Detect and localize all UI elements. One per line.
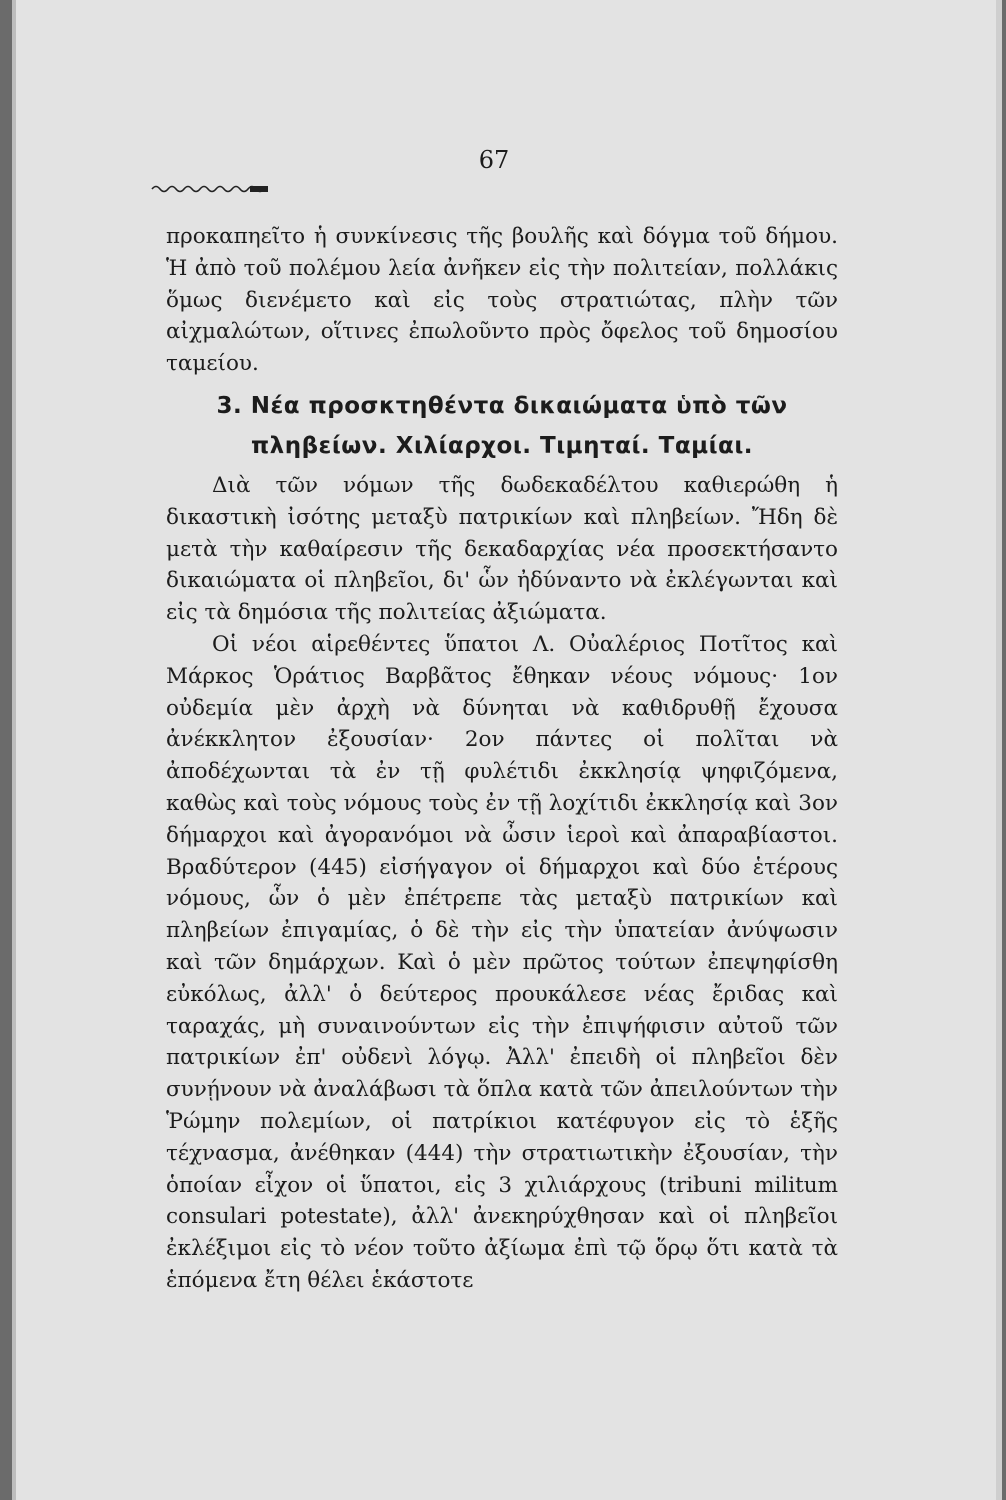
page-number: 67 — [478, 146, 510, 174]
paragraph-3: Οἱ νέοι αἱρεθέντες ὕπατοι Λ. Οὐαλέριος Ποτῖτος καὶ Μάρκος Ὁράτιος Βαρβᾶτος ἔθηκαν νέους νόμους· 1ον οὐδεμία μὲν ἀρχὴ νὰ δύνηται νὰ καθιδρυθῇ ἔχουσα ἀνέκκλητον ἐξουσίαν· 2ον πάντες οἱ πολῖται νὰ ἀποδέχωνται τὰ ἐν τῇ φυλέτιδι ἐκκλησίᾳ ψηφιζόμενα, καθὼς καὶ τοὺς νόμους τοὺς ἐν τῇ λοχίτιδι ἐκκλησίᾳ καὶ 3ον δήμαρχοι καὶ ἀγορανόμοι νὰ ὦσιν ἱεροὶ καὶ ἀπαραβίαστοι. Βραδύτερον (445) εἰσήγαγον οἱ δήμαρχοι καὶ δύο ἑτέρους νόμους, ὧν ὁ μὲν ἐπέτρεπε τὰς μεταξὺ πατρικίων καὶ πληβείων ἐπιγαμίας, ὁ δὲ τὴν εἰς τὴν ὑπατείαν ἀνύψωσιν καὶ τῶν δημάρχων. Καὶ ὁ μὲν πρῶτος τούτων ἐπεψηφίσθη εὐκόλως, ἀλλ' ὁ δεύτερος προυκάλεσε νέας ἔριδας καὶ ταραχάς, μὴ συναινούντων εἰς τὴν ἐπιψήφισιν αὐτοῦ τῶν πατρικίων ἐπ' οὐδενὶ λόγῳ. Ἀλλ' ἐπειδὴ οἱ πληβεῖοι δὲν συνῄνουν νὰ ἀναλάβωσι τὰ ὅπλα κατὰ τῶν ἀπειλούντων τὴν Ῥώμην πολεμίων, οἱ πατρίκιοι κατέφυγον εἰς τὸ ἑξῆς τέχνασμα, ἀνέθηκαν (444) τὴν στρατιωτικὴν ἐξουσίαν, τὴν ὁποίαν εἶχον οἱ ὕπατοι, εἰς 3 χιλιάρχους (tribuni militum consulari potestate), ἀλλ' ἀνεκηρύχθησαν καὶ οἱ πληβεῖοι ἐκλέξιμοι εἰς τὸ νέον τοῦτο ἀξίωμα ἐπὶ τῷ ὅρῳ ὅτι κατὰ τὰ ἑπόμενα ἔτη θέλει ἑκάστοτε — [166, 631, 838, 1293]
section-title: Νέα προσκτηθέντα δικαιώματα ὑπὸ τῶν πληβείων. Χιλίαρχοι. Τιμηταί. Ταμίαι. — [250, 392, 788, 459]
paragraph-1: προκαπηεῖτο ἡ συνκίνεσις τῆς βουλῆς καὶ δόγμα τοῦ δήμου. Ἡ ἀπὸ τοῦ πολέμου λεία ἀνῆκεν εἰς τὴν πολιτείαν, πολλάκις ὅμως διενέμετο καὶ εἰς τοὺς στρατιώτας, πλὴν τῶν αἰχμαλώτων, οἵτινες ἐπωλοῦντο πρὸς ὄφελος τοῦ δημοσίου ταμείου. — [166, 224, 838, 377]
section-heading — [166, 386, 838, 466]
ornament-divider — [150, 183, 270, 195]
section-number: 3. — [216, 392, 243, 419]
document-page — [12, 0, 1002, 1500]
page-edge — [996, 0, 1002, 1500]
paragraph-2: Διὰ τῶν νόμων τῆς δωδεκαδέλτου καθιερώθη ἡ δικαστικὴ ἰσότης μεταξὺ πατρικίων καὶ πληβείων. Ἤδη δὲ μετὰ τὴν καθαίρεσιν τῆς δεκαδαρχίας νέα προσεκτήσαντο δικαιώματα οἱ πληβεῖοι, δι' ὧν ἠδύναντο νὰ ἐκλέγωνται καὶ εἰς τὰ δημόσια τῆς πολιτείας ἀξιώματα. — [166, 472, 838, 626]
text-block — [166, 140, 838, 1297]
